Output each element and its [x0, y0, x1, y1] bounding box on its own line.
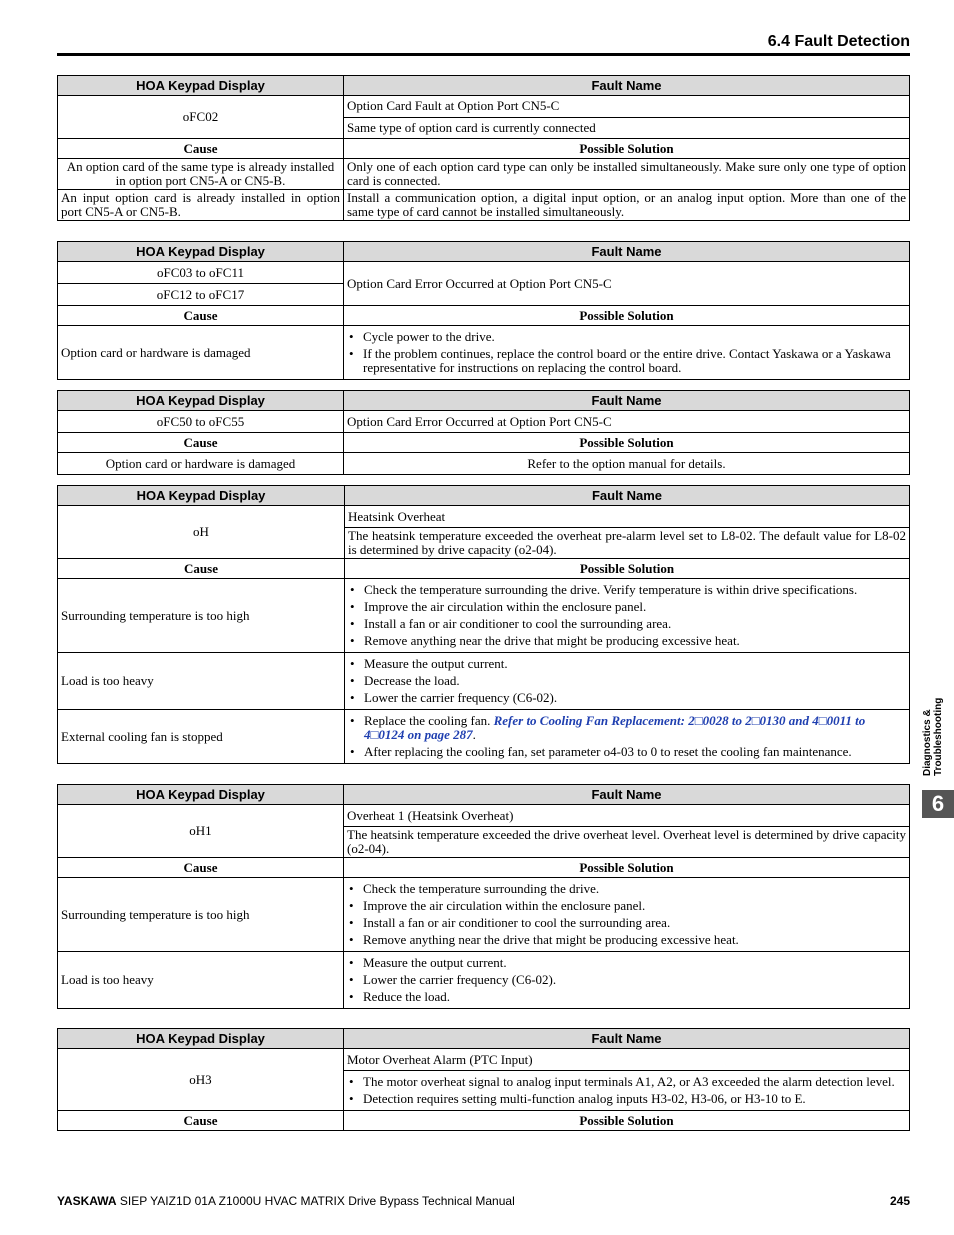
cause-cell: Load is too heavy [58, 952, 344, 1009]
solution-bullet: • Improve the air circulation within the enclosure panel. [347, 899, 906, 913]
keypad-display: oH3 [58, 1049, 344, 1111]
solution-header: Possible Solution [345, 559, 910, 579]
cause-cell: An option card of the same type is already installed in option port CN5-A or CN5-B. [58, 159, 344, 190]
header-rule [57, 53, 910, 56]
fault-name: Overheat 1 (Heatsink Overheat) [344, 805, 910, 827]
solution-bullet: • Check the temperature surrounding the drive. Verify temperature is within drive specifications. [348, 583, 906, 597]
fault-table-oh1 [57, 784, 910, 1009]
cause-cell: An input option card is already installed in option port CN5-A or CN5-B. [58, 190, 344, 221]
solution-text: Replace the cooling fan. [364, 713, 494, 728]
hoa-header: HOA Keypad Display [58, 242, 344, 262]
keypad-display: oFC50 to oFC55 [58, 411, 344, 433]
fault-name-header: Fault Name [344, 242, 910, 262]
fault-name: Option Card Fault at Option Port CN5-C [344, 96, 910, 118]
solution-bullet: • Remove anything near the drive that might be producing excessive heat. [348, 634, 906, 648]
fault-name-header: Fault Name [344, 1029, 910, 1049]
page-number: 245 [889, 1194, 910, 1208]
hoa-header: HOA Keypad Display [58, 486, 345, 506]
cause-cell: Surrounding temperature is too high [58, 579, 345, 653]
solution-bullet: • Improve the air circulation within the enclosure panel. [348, 600, 906, 614]
chapter-side-label: Diagnostics & Troubleshooting [922, 697, 944, 776]
fault-name: Option Card Error Occurred at Option Port CN5-C [344, 262, 910, 306]
keypad-display: oFC02 [58, 96, 344, 139]
solution-bullet: • After replacing the cooling fan, set parameter o4-03 to 0 to reset the cooling fan maintenance. [348, 745, 906, 759]
solution-bullet: • Measure the output current. [347, 956, 906, 970]
solution-cell: Install a communication option, a digital input option, or an analog input option. More than one of the same type of card cannot be installed simultaneously. [344, 190, 910, 221]
solution-bullet: • Lower the carrier frequency (C6-02). [347, 973, 906, 987]
fault-table-ofc03 [57, 241, 910, 380]
page-footer [57, 1194, 910, 1208]
keypad-display: oH1 [58, 805, 344, 858]
solution-bullet: • Install a fan or air conditioner to cool the surrounding area. [347, 916, 906, 930]
solution-bullet: • Check the temperature surrounding the drive. [347, 882, 906, 896]
solution-bullet: • Install a fan or air conditioner to cool the surrounding area. [348, 617, 906, 631]
solution-header: Possible Solution [344, 1111, 910, 1131]
solution-bullet: • Remove anything near the drive that might be producing excessive heat. [347, 933, 906, 947]
hoa-header: HOA Keypad Display [58, 1029, 344, 1049]
solution-bullet: • If the problem continues, replace the control board or the entire drive. Contact Yaskawa or a Yaskawa representative for instructions on replacing the control board. [347, 347, 906, 375]
description-bullet: • The motor overheat signal to analog input terminals A1, A2, or A3 exceeded the alarm detection level. [347, 1075, 906, 1089]
fault-name: Heatsink Overheat [345, 506, 910, 528]
solution-cell: Only one of each option card type can only be installed simultaneously. Make sure only one type of option card is connected. [344, 159, 910, 190]
cause-cell: Load is too heavy [58, 653, 345, 710]
fault-description [344, 1071, 910, 1111]
fault-table-oh3 [57, 1028, 910, 1131]
solution-cell [345, 579, 910, 653]
hoa-header: HOA Keypad Display [58, 391, 344, 411]
fault-name-header: Fault Name [345, 486, 910, 506]
fault-description: The heatsink temperature exceeded the drive overheat level. Overheat level is determined by drive capacity (o2-04). [344, 827, 910, 858]
fault-table-ofc50 [57, 390, 910, 475]
cause-cell: External cooling fan is stopped [58, 710, 345, 764]
solution-cell [344, 878, 910, 952]
solution-bullet: • Lower the carrier frequency (C6-02). [348, 691, 906, 705]
section-title: 6.4 Fault Detection [767, 33, 910, 50]
solution-cell [344, 326, 910, 380]
fault-name: Option Card Error Occurred at Option Port CN5-C [344, 411, 910, 433]
fault-table-oh [57, 485, 910, 764]
brand-name: YASKAWA [57, 1194, 117, 1208]
solution-bullet: • Reduce the load. [347, 990, 906, 1004]
solution-cell: Refer to the option manual for details. [344, 453, 910, 475]
solution-bullet: • Cycle power to the drive. [347, 330, 906, 344]
solution-cell [344, 952, 910, 1009]
hoa-header: HOA Keypad Display [58, 76, 344, 96]
cause-header: Cause [58, 139, 344, 159]
cause-header: Cause [58, 433, 344, 453]
fault-name-header: Fault Name [344, 76, 910, 96]
solution-header: Possible Solution [344, 139, 910, 159]
cause-header: Cause [58, 306, 344, 326]
description-bullet: • Detection requires setting multi-function analog inputs H3-02, H3-06, or H3-10 to E. [347, 1092, 906, 1106]
solution-header: Possible Solution [344, 433, 910, 453]
chapter-tab: 6 [922, 790, 954, 818]
solution-bullet: • Measure the output current. [348, 657, 906, 671]
hoa-header: HOA Keypad Display [58, 785, 344, 805]
manual-title: SIEP YAIZ1D 01A Z1000U HVAC MATRIX Drive Bypass Technical Manual [116, 1194, 515, 1208]
solution-text: . [472, 727, 476, 742]
cause-header: Cause [58, 559, 345, 579]
keypad-display: oFC12 to oFC17 [58, 284, 344, 306]
solution-bullet: • Decrease the load. [348, 674, 906, 688]
fault-name-header: Fault Name [344, 785, 910, 805]
fault-name: Motor Overheat Alarm (PTC Input) [344, 1049, 910, 1071]
solution-cell [345, 653, 910, 710]
fault-description: The heatsink temperature exceeded the overheat pre-alarm level set to L8-02. The default value for L8-02 is determined by drive capacity (o2-04). [345, 528, 910, 559]
keypad-display: oH [58, 506, 345, 559]
cause-cell: Option card or hardware is damaged [58, 326, 344, 380]
cooling-fan-replacement-link[interactable]: Refer to Cooling Fan Replacement: 2□0028 to 2□0130 and 4□0011 to 4□0124 on page 287 [364, 713, 866, 742]
fault-description: Same type of option card is currently connected [344, 117, 910, 139]
solution-header: Possible Solution [344, 858, 910, 878]
fault-name-header: Fault Name [344, 391, 910, 411]
keypad-display: oFC03 to oFC11 [58, 262, 344, 284]
solution-bullet [348, 714, 906, 742]
solution-header: Possible Solution [344, 306, 910, 326]
fault-table-ofc02 [57, 75, 910, 221]
cause-header: Cause [58, 1111, 344, 1131]
cause-cell: Surrounding temperature is too high [58, 878, 344, 952]
cause-cell: Option card or hardware is damaged [58, 453, 344, 475]
cause-header: Cause [58, 858, 344, 878]
solution-cell [345, 710, 910, 764]
